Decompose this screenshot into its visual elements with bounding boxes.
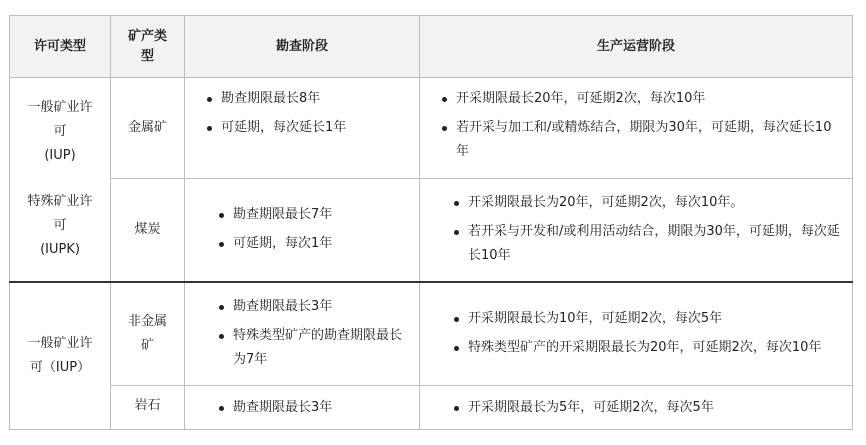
exploration-list — [221, 87, 411, 140]
exploration-list — [233, 295, 411, 372]
production-list — [468, 307, 840, 360]
list-item: 勘查期限最长7年 — [233, 203, 411, 227]
permit-iup — [24, 96, 96, 168]
table-row — [10, 386, 853, 430]
permit-iupk-code: (IUPK) — [40, 242, 80, 258]
mining-permit-table — [9, 15, 853, 430]
list-item: 特殊类型矿产的勘查期限最长为7年 — [233, 324, 411, 372]
exploration-list — [233, 203, 411, 256]
exploration-cell — [185, 282, 420, 386]
production-list — [468, 396, 840, 420]
permit-iup-full: 一般矿业许可（IUP） — [27, 335, 93, 375]
table-row — [10, 179, 853, 282]
list-item: 可延期，每次1年 — [233, 232, 411, 256]
list-item: 若开采与加工和/或精炼结合，期限为30年，可延期，每次延长10年 — [456, 116, 840, 164]
list-item: 勘查期限最长8年 — [221, 87, 411, 111]
header-mineral-type — [111, 16, 185, 78]
list-item: 开采期限最长为20年，可延期2次，每次10年。 — [468, 191, 840, 215]
table-row — [10, 282, 853, 386]
production-list — [456, 87, 840, 164]
list-item: 勘查期限最长3年 — [233, 295, 411, 319]
permit-iup-name: 一般矿业许可 — [27, 100, 93, 140]
header-mineral-type-text: 矿产类型 — [127, 28, 167, 64]
production-cell — [420, 78, 853, 179]
list-item: 开采期限最长为10年，可延期2次，每次5年 — [468, 307, 840, 331]
production-cell — [420, 179, 853, 282]
permit-iupk-name: 特殊矿业许可 — [27, 194, 93, 234]
list-item: 可延期，每次延长1年 — [221, 116, 411, 140]
production-cell — [420, 386, 853, 430]
permit-cell-iup — [10, 282, 111, 430]
exploration-list — [233, 396, 411, 420]
header-exploration: 勘查阶段 — [185, 16, 420, 78]
header-production: 生产运营阶段 — [420, 16, 853, 78]
production-cell — [420, 282, 853, 386]
mineral-cell: 金属矿 — [111, 78, 185, 179]
mineral-cell: 非金属矿 — [111, 282, 185, 386]
table-row — [10, 78, 853, 179]
exploration-cell — [185, 179, 420, 282]
permit-iupk — [24, 190, 96, 262]
list-item: 开采期限最长为5年，可延期2次，每次5年 — [468, 396, 840, 420]
production-list — [468, 191, 840, 268]
permit-iup-code: (IUP) — [44, 148, 76, 164]
list-item: 开采期限最长20年，可延期2次，每次10年 — [456, 87, 840, 111]
exploration-cell — [185, 78, 420, 179]
header-permit-type: 许可类型 — [10, 16, 111, 78]
list-item: 若开采与开发和/或利用活动结合，期限为30年，可延期，每次延长10年 — [468, 220, 840, 268]
permit-cell-iup-iupk — [10, 78, 111, 282]
exploration-cell — [185, 386, 420, 430]
mineral-cell: 煤炭 — [111, 179, 185, 282]
mineral-cell: 岩石 — [111, 386, 185, 430]
list-item: 特殊类型矿产的开采期限最长为20年，可延期2次，每次10年 — [468, 336, 840, 360]
list-item: 勘查期限最长3年 — [233, 396, 411, 420]
header-row — [10, 16, 853, 78]
